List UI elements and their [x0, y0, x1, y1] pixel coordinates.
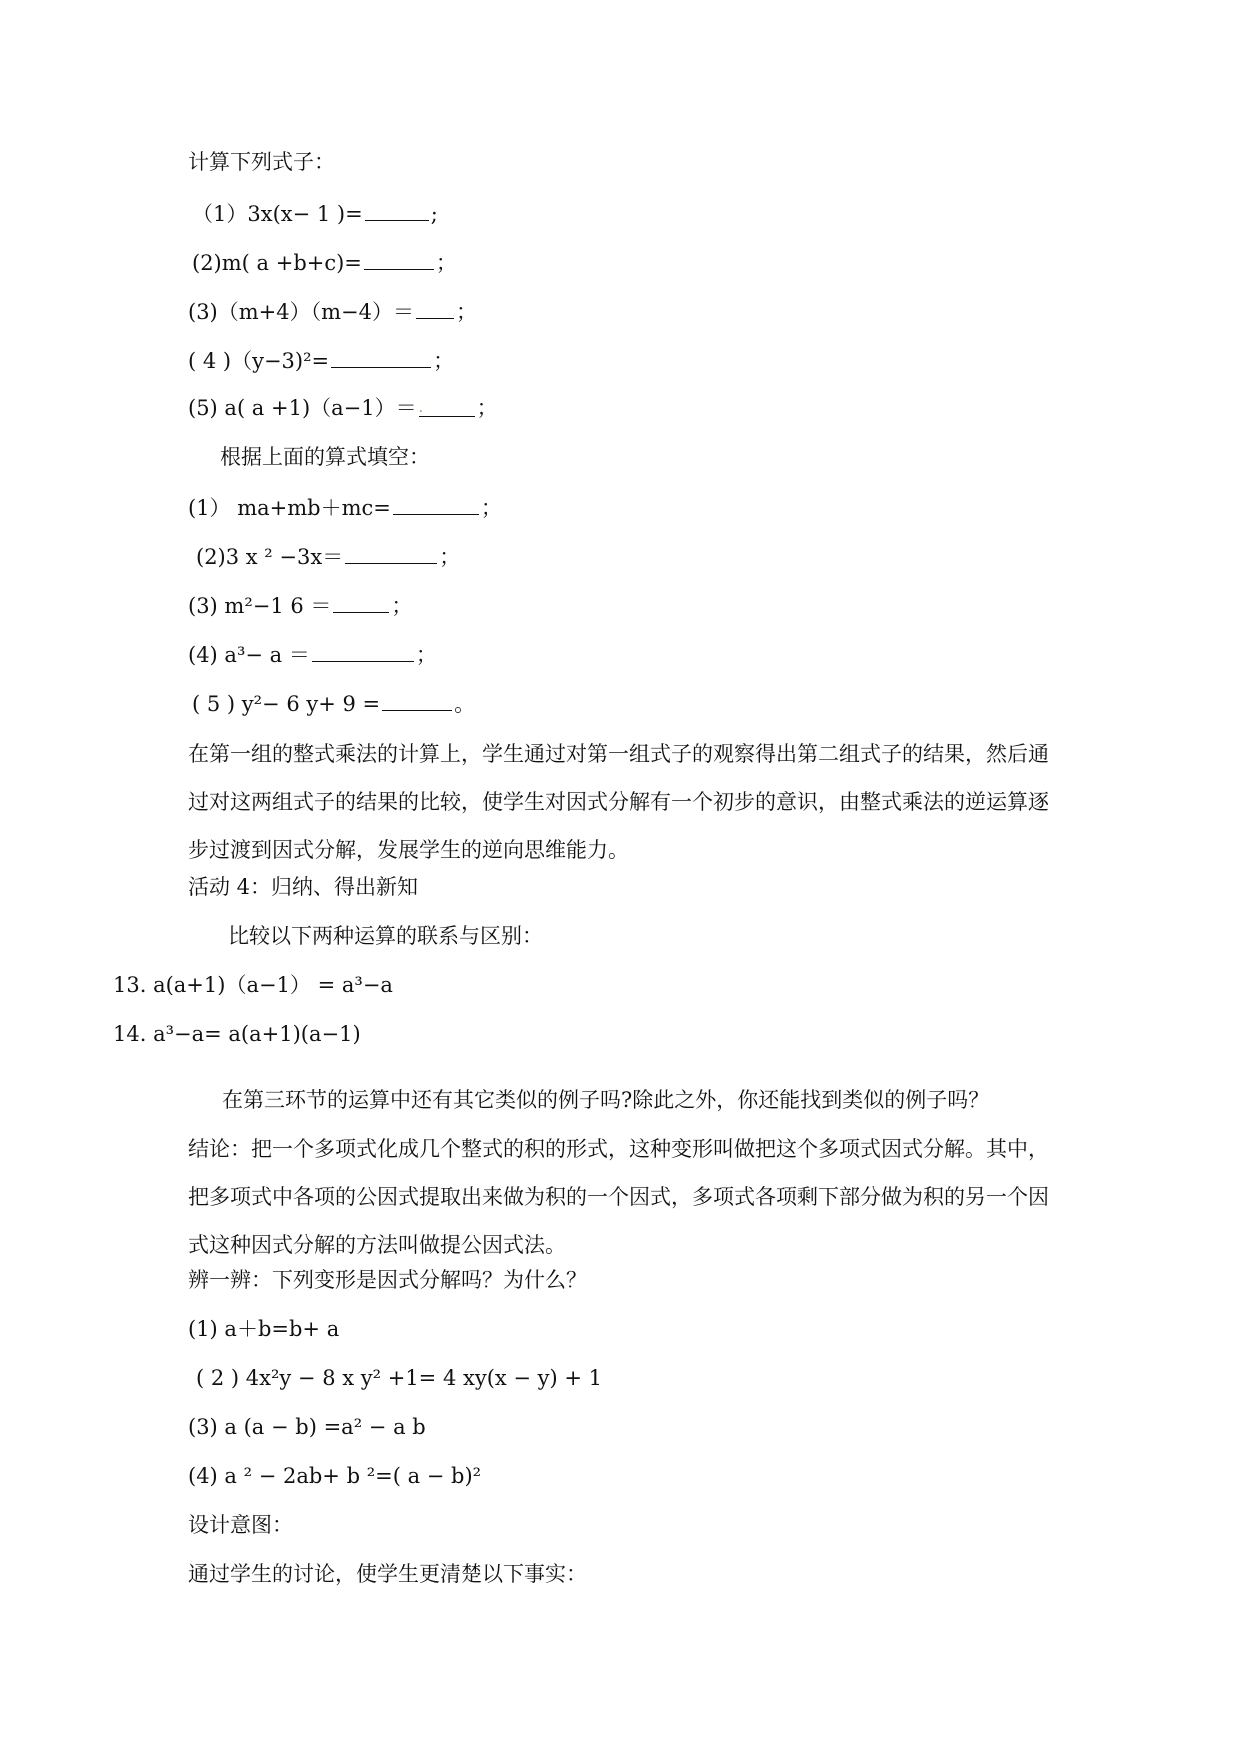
section-heading: 计算下列式子：	[188, 150, 335, 174]
comparison-14: 14. a³−a= a(a+1)(a−1)	[113, 1022, 361, 1046]
design-intent-heading: 设计意图：	[188, 1513, 293, 1537]
fill-in-5: ( 5 ) y²− 6 y+ 9 = 。	[192, 688, 475, 718]
activity-4-heading: 活动 4：归纳、得出新知	[188, 875, 419, 899]
fill-in-1: (1） ma+mb＋mc= ；	[188, 492, 502, 522]
judge-item-2: ( 2 ) 4x²y − 8 x y² +1= 4 xy(x − y) + 1	[196, 1366, 603, 1390]
judge-item-4: (4) a ² − 2ab+ b ²=( a − b)²	[188, 1464, 482, 1488]
judge-item-3: (3) a (a − b) =a² − a b	[188, 1415, 426, 1439]
fill-in-3: (3) m²−1 6 ＝ ；	[188, 590, 412, 620]
exercise-2: (2)m( a +b+c)= ；	[192, 247, 457, 277]
exercise-1: （1）3x(x− 1 )= ;	[192, 198, 438, 228]
discussion-line: 通过学生的讨论，使学生更清楚以下事实：	[188, 1562, 587, 1586]
judge-item-1: (1) a＋b=b+ a	[188, 1317, 340, 1341]
fill-in-4: (4) a³− a ＝ ；	[188, 639, 437, 669]
question-paragraph: 在第三环节的运算中还有其它类似的例子吗?除此之外，你还能找到类似的例子吗？	[222, 1088, 990, 1112]
fill-in-heading: 根据上面的算式填空：	[220, 445, 430, 469]
comparison-13: 13. a(a+1)（a−1） = a³−a	[113, 973, 393, 997]
orange-dot-mark: .	[418, 400, 424, 416]
conclusion-paragraph: 结论：把一个多项式化成几个整式的积的形式，这种变形叫做把这个多项式因式分解。其中，把多项式中各项的公因式提取出来做为积的一个因式，多项式各项剩下部分做为积的另一个因式这种因式分解的方法叫做提公因式法。	[188, 1137, 1049, 1257]
judge-heading: 辨一辨：下列变形是因式分解吗？为什么？	[188, 1268, 587, 1292]
exercise-3: (3)（m+4）（m−4）＝ ；	[188, 296, 477, 326]
fill-in-2: (2)3 x ² −3x＝ ；	[196, 541, 460, 571]
design-paragraph-1: 在第一组的整式乘法的计算上，学生通过对第一组式子的观察得出第二组式子的结果，然后通过对这两组式子的结果的比较，使学生对因式分解有一个初步的意识，由整式乘法的逆运算逐步过渡到因式分解，发展学生的逆向思维能力。	[188, 742, 1049, 862]
exercise-5: (5) a( a +1)（a−1）＝ . ；	[188, 396, 498, 420]
exercise-4: ( 4 )（y−3)²= ；	[188, 345, 454, 375]
compare-instruction: 比较以下两种运算的联系与区别：	[228, 924, 543, 948]
